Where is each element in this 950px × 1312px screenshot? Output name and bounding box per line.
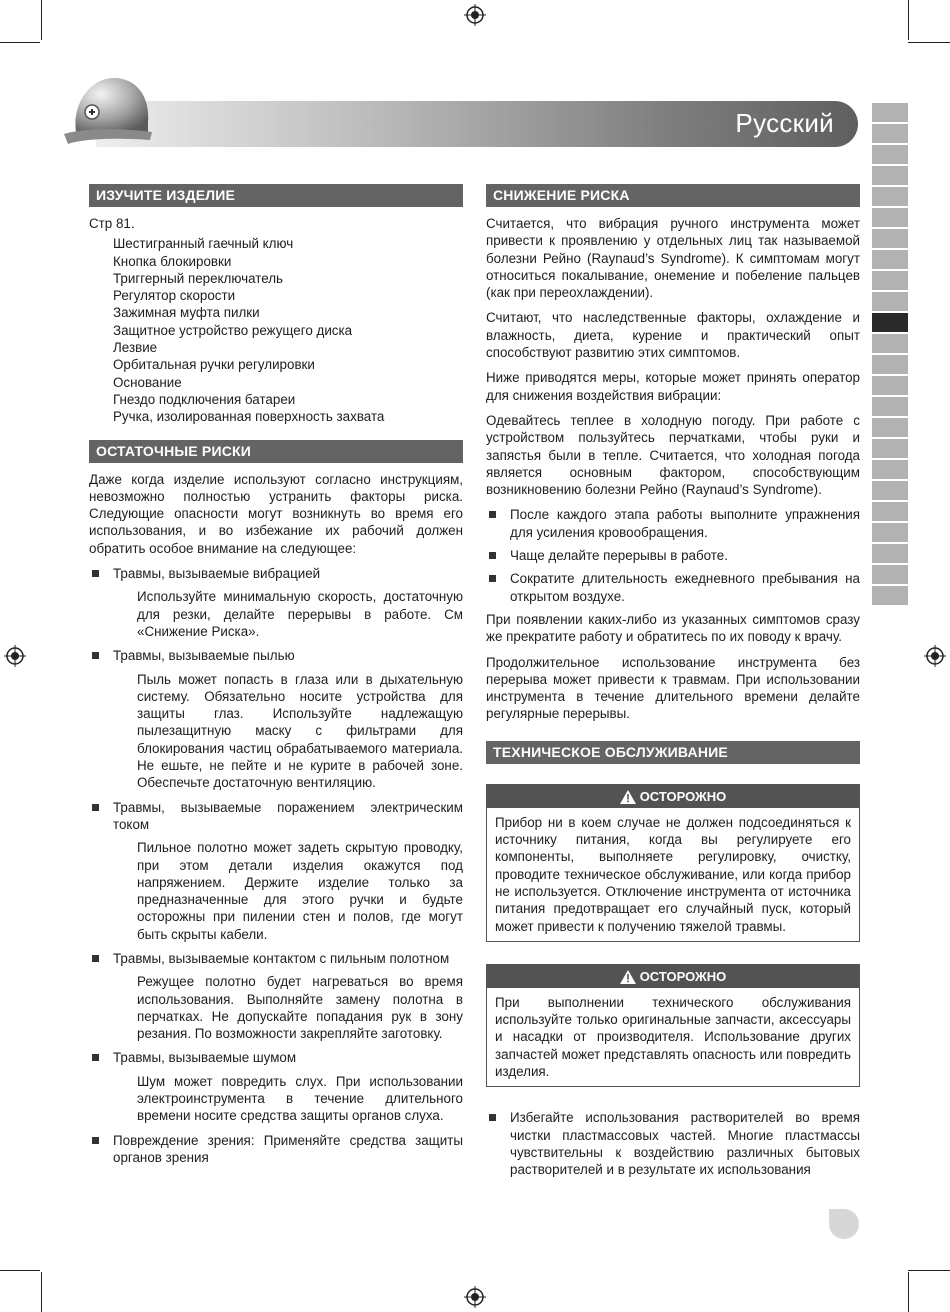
reduce-bullet xyxy=(486,547,860,564)
crop-mark xyxy=(908,0,909,40)
crop-mark xyxy=(0,1270,40,1271)
language-tab[interactable] xyxy=(872,208,908,227)
crop-mark xyxy=(41,1272,42,1312)
warning-box xyxy=(486,964,860,1087)
language-tab[interactable] xyxy=(872,376,908,395)
risk-title: Травмы, вызываемые поражением электрическим током xyxy=(113,799,463,832)
section-heading-maintenance: ТЕХНИЧЕСКОЕ ОБСЛУЖИВАНИЕ xyxy=(486,741,860,764)
part-item: Гнездо подключения батареи xyxy=(113,391,296,407)
reduce-paragraph: При появлении каких-либо из указанных симптомов сразу же прекратите работу и обратитесь по их поводу к врачу. xyxy=(486,611,860,645)
page-number-marker xyxy=(829,1209,859,1239)
risk-bullet xyxy=(89,950,463,967)
bullet-square-icon xyxy=(489,575,496,582)
section-heading-risks: ОСТАТОЧНЫЕ РИСКИ xyxy=(89,440,463,463)
crop-mark xyxy=(41,0,42,40)
part-item: Ручка, изолированная поверхность захвата xyxy=(113,409,385,425)
risk-detail: Пыль может попасть в глаза или в дыхательную систему. Обязательно носите устройства для защиты глаз. Используйте надлежащую пылезащитную маску с фильтрами для блокирования частиц обрабатываемого материала. Не ешьте, не пейте и не курите в рабочей зоне. Обеспечьте достаточную вентиляцию. xyxy=(137,671,463,791)
language-tab[interactable] xyxy=(872,502,908,521)
bullet-square-icon xyxy=(92,955,99,962)
language-tab[interactable] xyxy=(872,166,908,185)
safety-helmet-icon xyxy=(62,72,154,148)
language-tab[interactable] xyxy=(872,229,908,248)
warning-title: ОСТОРОЖНО xyxy=(639,788,727,804)
reduce-paragraph: Считают, что наследственные факторы, охлаждение и влажность, диета, курение и практический опыт способствуют развитию этих симптомов. xyxy=(486,310,860,361)
language-tab[interactable] xyxy=(872,103,908,122)
bullet-square-icon xyxy=(92,570,99,577)
part-item: Триггерный переключатель xyxy=(113,270,284,286)
left-column xyxy=(89,184,463,1172)
language-tab[interactable] xyxy=(872,397,908,416)
bullet-square-icon xyxy=(489,511,496,518)
crop-mark xyxy=(0,42,40,43)
reduce-bullet-text: Сократите длительность ежедневного пребывания на открытом воздухе. xyxy=(510,571,860,604)
risk-title: Травмы, вызываемые контактом с пильным полотном xyxy=(113,950,450,966)
risk-title: Повреждение зрения: Применяйте средства защиты органов зрения xyxy=(113,1132,463,1165)
risk-detail: Используйте минимальную скорость, достаточную для резки, делайте перерывы в работе. См «Снижение Риска». xyxy=(137,589,463,639)
registration-mark-icon xyxy=(464,1286,486,1308)
risk-bullet xyxy=(89,799,463,834)
reduce-bullet-text: Чаще делайте перерывы в работе. xyxy=(510,548,728,564)
language-tab[interactable] xyxy=(872,439,908,458)
reduce-paragraph: Одевайтесь теплее в холодную погоду. При работе с устройством пользуйтесь перчатками, чтобы руки и запястья были в тепле. Считается, что холодная погода является основным фактором, способствующим возникновению болезни Рейно (Raynaud’s Syndrome). xyxy=(486,412,860,498)
registration-mark-icon xyxy=(4,645,26,667)
part-item: Шестигранный гаечный ключ xyxy=(113,236,294,252)
risk-bullet xyxy=(89,647,463,664)
language-tab[interactable] xyxy=(872,145,908,164)
bullet-square-icon xyxy=(92,804,99,811)
part-item: Орбитальная ручки регулировки xyxy=(113,357,315,373)
crop-mark xyxy=(908,1270,950,1271)
crop-mark xyxy=(908,1272,909,1312)
language-tab[interactable] xyxy=(872,292,908,311)
language-tab[interactable] xyxy=(872,523,908,542)
language-tab[interactable] xyxy=(872,124,908,143)
language-tab[interactable] xyxy=(872,418,908,437)
section-heading-reduce: СНИЖЕНИЕ РИСКА xyxy=(486,184,860,207)
warning-triangle-icon xyxy=(620,970,636,984)
warning-header xyxy=(487,785,859,808)
bullet-square-icon xyxy=(489,552,496,559)
risks-intro: Даже когда изделие используют согласно инструкциям, невозможно полностью устранить факторы риска. Следующие опасности могут возникнуть во время его использования, и во избежание их рабочий должен обратить особое внимание на следующее: xyxy=(89,471,463,556)
warning-title: ОСТОРОЖНО xyxy=(639,968,727,984)
warning-text: Прибор ни в коем случае не должен подсоединяться к источнику питания, когда вы регулируете его компоненты, выполняете регулировку, очистку, проводите техническое обслуживание, или когда прибор не используется. Отключение инструмента от источника питания предотвращает его случайный пуск, который может привести к получению тяжелой травмы. xyxy=(495,814,851,934)
reduce-bullet xyxy=(486,570,860,605)
reduce-bullet xyxy=(486,506,860,541)
language-tab[interactable] xyxy=(872,481,908,500)
maintenance-bullet xyxy=(486,1109,860,1178)
risk-title: Травмы, вызываемые вибрацией xyxy=(113,566,321,582)
maintenance-bullet-text: Избегайте использования растворителей во время чистки пластмассовых частей. Многие пластмассы чувствительны к воздействию различных бытовых растворителей и в результате их использования xyxy=(510,1110,860,1178)
language-tab[interactable] xyxy=(872,586,908,605)
risk-bullet xyxy=(89,1132,463,1167)
reduce-paragraph: Считается, что вибрация ручного инструмента может привести к проявлению у отдельных лиц так называемой болезни Рейно (Raynaud’s Syndrome). К симптомам могут относиться покалывание, онемение и побеление пальцев (как при переохлаждении). xyxy=(486,216,860,301)
language-tab-active[interactable] xyxy=(872,313,908,332)
language-tab[interactable] xyxy=(872,565,908,584)
risk-detail: Пильное полотно может задеть скрытую проводку, при этом детали изделия окажутся под напряжением. Держите изделие только за предназначенные для этого ручки и будьте осторожны при пилении стен и полов, где могут быть скрыты кабели. xyxy=(137,840,463,942)
part-item: Зажимная муфта пилки xyxy=(113,305,260,321)
language-tabs xyxy=(872,103,908,607)
part-item: Защитное устройство режущего диска xyxy=(113,322,353,338)
part-item: Основание xyxy=(113,374,182,390)
bullet-square-icon xyxy=(92,1137,99,1144)
crop-mark xyxy=(908,42,950,43)
risk-detail: Режущее полотно будет нагреваться во время использования. Выполняйте замену полотна в перчатках. Не допускайте попадания рук в зону резания. По возможности закрепляйте заготовку. xyxy=(137,974,463,1042)
bullet-square-icon xyxy=(92,1054,99,1061)
warning-box xyxy=(486,784,860,942)
registration-mark-icon xyxy=(464,4,486,26)
parts-list xyxy=(89,235,463,425)
language-banner xyxy=(96,101,858,147)
language-tab[interactable] xyxy=(872,355,908,374)
bullet-square-icon xyxy=(92,652,99,659)
risk-bullet xyxy=(89,1049,463,1066)
language-tab[interactable] xyxy=(872,334,908,353)
language-tab[interactable] xyxy=(872,271,908,290)
risk-title: Травмы, вызываемые шумом xyxy=(113,1050,297,1066)
language-tab[interactable] xyxy=(872,544,908,563)
language-title: Русский xyxy=(735,108,834,138)
bullet-square-icon xyxy=(489,1114,496,1121)
reduce-paragraph: Ниже приводятся меры, которые может принять оператор для снижения воздействия вибрации: xyxy=(486,370,860,403)
reduce-paragraph: Продолжительное использование инструмента без перерыва может привести к травмам. При использовании инструмента в течение длительного времени делайте регулярные перерывы. xyxy=(486,654,860,722)
risk-bullet xyxy=(89,565,463,582)
part-item: Кнопка блокировки xyxy=(113,253,232,269)
language-tab[interactable] xyxy=(872,460,908,479)
part-item: Лезвие xyxy=(113,340,158,356)
reduce-bullet-text: После каждого этапа работы выполните упражнения для усиления кровообращения. xyxy=(510,507,860,540)
risk-title: Травмы, вызываемые пылью xyxy=(113,648,295,664)
warning-triangle-icon xyxy=(620,790,636,804)
warning-header xyxy=(487,965,859,988)
part-item: Регулятор скорости xyxy=(113,288,236,304)
risk-detail: Шум может повредить слух. При использовании электроинструмента в течение длительного времени носите средства защиты органов слуха. xyxy=(137,1073,463,1124)
section-heading-study: ИЗУЧИТЕ ИЗДЕЛИЕ xyxy=(89,184,463,207)
right-column xyxy=(486,184,860,1184)
language-tab[interactable] xyxy=(872,187,908,206)
page-reference: Стр 81. xyxy=(89,216,135,231)
language-tab[interactable] xyxy=(872,250,908,269)
registration-mark-icon xyxy=(924,645,946,667)
warning-text: При выполнении технического обслуживания используйте только оригинальные запчасти, аксессуары и насадки от производителя. Использование других запчастей может представлять опасность или повредить изделия. xyxy=(495,994,851,1079)
